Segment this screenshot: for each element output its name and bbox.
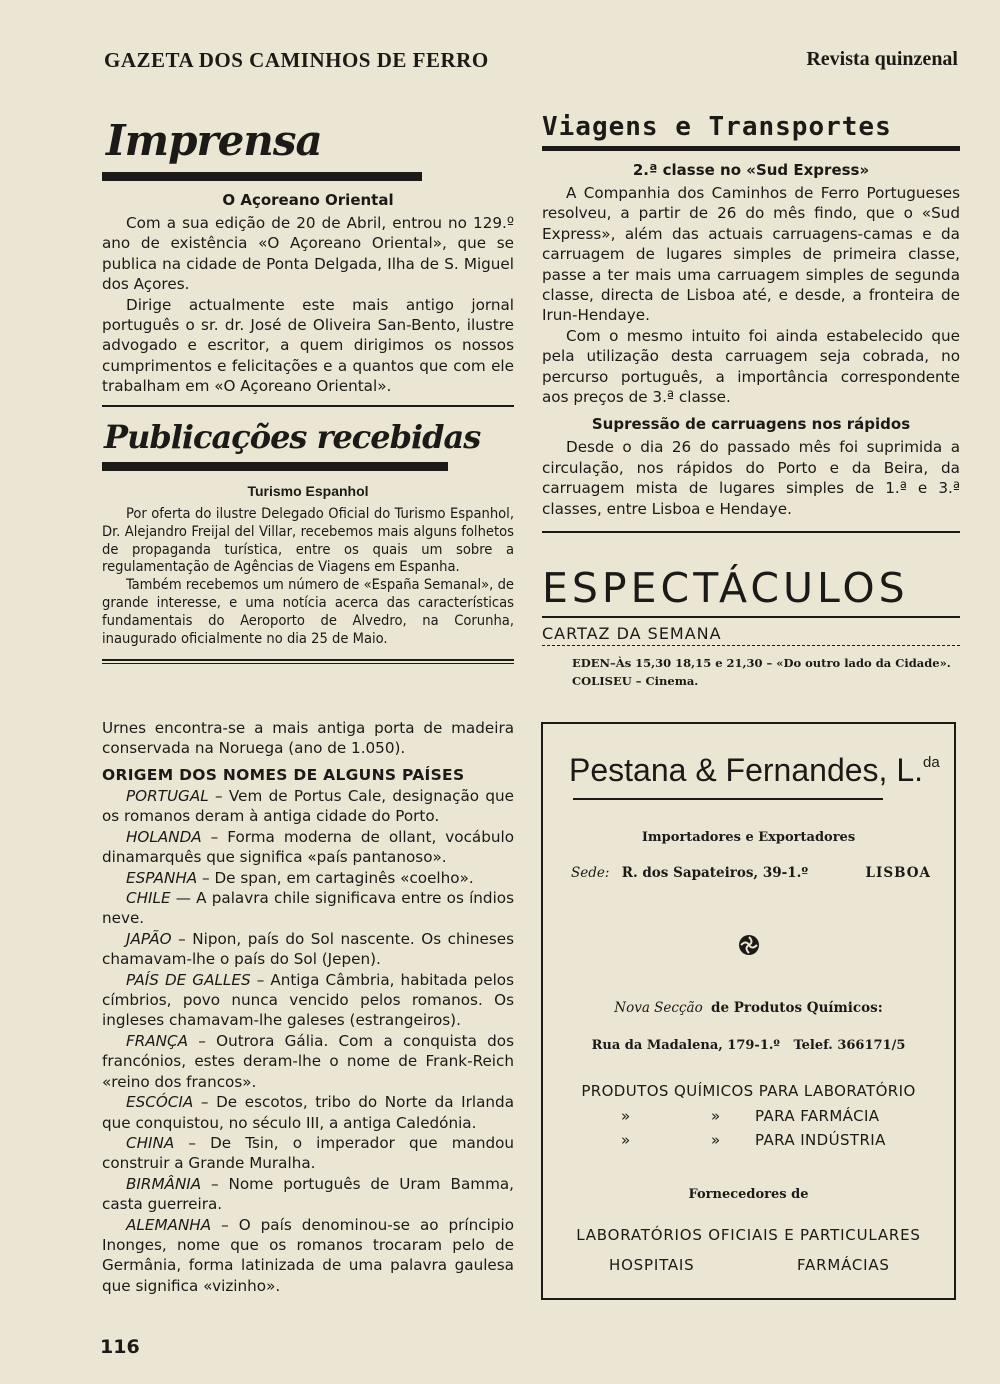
ad-sede-address: R. dos Sapateiros, 39-1.º xyxy=(621,865,809,881)
origem-entry xyxy=(102,1133,514,1174)
ad-product-3: PARA INDÚSTRIA xyxy=(755,1131,886,1149)
origem-country: CHINA xyxy=(126,1133,175,1152)
imprensa-title: Imprensa xyxy=(106,116,322,165)
origem-country: PORTUGAL xyxy=(126,787,209,805)
origem-entry xyxy=(102,868,514,888)
urnes-note xyxy=(102,718,514,759)
imprensa-subtitle: O Açoreano Oriental xyxy=(222,191,394,209)
running-header-subtitle: Revista quinzenal xyxy=(806,48,958,70)
origem-country: JAPÃO xyxy=(126,929,172,948)
espectaculos-title: ESPECTÁCULOS xyxy=(542,564,909,612)
origem-country: ESCÓCIA xyxy=(126,1093,194,1112)
origem-entry xyxy=(102,929,514,970)
origem-description: – Nipon, país do Sol nascente. Os chineses chamavam-lhe o país do Sol (Jepen). xyxy=(102,929,514,969)
cartaz-coliseu: COLISEU – Cinema. xyxy=(572,674,699,688)
viagens-section xyxy=(542,112,960,533)
ad-nova-label: Nova Secção xyxy=(614,1000,703,1016)
origem-country: ESPANHA xyxy=(126,868,198,887)
section-divider xyxy=(102,659,514,661)
section-divider xyxy=(542,531,960,533)
imprensa-title-underline xyxy=(102,172,422,181)
viagens-title: Viagens e Transportes xyxy=(542,112,892,142)
publicacoes-section xyxy=(102,418,514,664)
ad-nova-seccao xyxy=(543,1000,954,1016)
cartaz-eden: EDEN–Às 15,30 18,15 e 21,30 – «Do outro lado da Cidade». xyxy=(572,656,951,670)
origem-country: HOLANDA xyxy=(126,827,202,846)
origem-description: – Nome português de Uram Bamma, casta guerreira. xyxy=(102,1174,514,1214)
cartaz-divider xyxy=(542,645,960,646)
publicacoes-title: Publicações recebidas xyxy=(104,418,481,456)
viagens-body-2 xyxy=(542,437,960,519)
viagens-paragraph: Desde o dia 26 do passado mês foi suprimida a circulação, nos rápidos do Porto e da Beira, da carruagem mista de lugares simples de 1.ª e 3.ª classes, entre Lisboa e Hendaye. xyxy=(542,438,960,518)
ad-laboratorios: LABORATÓRIOS OFICIAIS E PARTICULARES xyxy=(576,1226,921,1244)
origem-section xyxy=(102,766,514,1296)
page-number: 116 xyxy=(100,1336,140,1358)
origem-description: – Antiga Câmbria, habitada pelos címbrios, povo nunca vencido pelos romanos. Os ingleses chamavam-lhe galeses (estrangeiros). xyxy=(102,970,514,1030)
ad-tagline: Importadores e Exportadores xyxy=(641,830,856,845)
origem-country: PAÍS DE GALLES xyxy=(126,970,251,989)
publicacoes-title-underline xyxy=(102,462,448,471)
origem-country: FRANÇA xyxy=(126,1031,189,1050)
ad-ditto: » xyxy=(711,1131,721,1149)
ad-farmacias: FARMÁCIAS xyxy=(797,1256,890,1274)
origem-description: – Vem de Portus Cale, designação que os romanos deram à antiga cidade do Porto. xyxy=(102,787,514,826)
origem-description: – De span, em cartaginês «coelho». xyxy=(197,868,474,887)
ad-company-suffix: da xyxy=(923,754,940,771)
ad-sede-city: LISBOA xyxy=(865,865,931,881)
origem-entry xyxy=(102,1092,514,1133)
running-header-title: GAZETA DOS CAMINHOS DE FERRO xyxy=(104,48,489,72)
viagens-title-underline xyxy=(542,146,960,151)
origem-entry xyxy=(102,1215,514,1297)
section-divider xyxy=(102,663,514,664)
origem-description: – Forma moderna de ollant, vocábulo dinamarquês que significa «país pantanoso». xyxy=(102,827,514,867)
urnes-text: Urnes encontra-se a mais antiga porta de madeira conservada na Noruega (ano de 1.050). xyxy=(102,719,514,758)
section-divider xyxy=(102,405,514,407)
origem-description: – De escotos, tribo do Norte da Irlanda que conquistou, no século III, a antiga Caledónia. xyxy=(102,1093,514,1132)
viagens-body-1 xyxy=(542,183,960,407)
origem-country: ALEMANHA xyxy=(126,1215,212,1234)
ad-ditto: » xyxy=(621,1107,631,1125)
espectaculos-section xyxy=(542,564,960,690)
publicacoes-paragraph: Também recebemos um número de «España Semanal», de grande interesse, e uma notícia acerca das características fundamentais do Aeroporto de Alvedro, na Corunha, inaugurado oficialmente no dia 25 de Maio. xyxy=(102,576,514,647)
origem-country: CHILE xyxy=(126,889,171,908)
origem-entry xyxy=(102,1031,514,1092)
viagens-paragraph: A Companhia dos Caminhos de Ferro Portugueses resolveu, a partir de 26 do mês findo, que o «Sud Express», além das actuais carruagens-camas e da carruagem de lugares simples de primeira classe, passe a ter mais uma carruagem simples de segunda classe, directa de Lisboa até, e desde, a fronteira de Irun-Hendaye. xyxy=(542,184,960,325)
cartaz-listing xyxy=(572,654,960,690)
origem-description: – De Tsin, o imperador que mandou construir a Grande Muralha. xyxy=(102,1133,514,1173)
origem-description: — A palavra chile significava entre os índios neve. xyxy=(102,889,514,928)
imprensa-body xyxy=(102,213,514,397)
advertisement-box xyxy=(541,722,956,1300)
origem-description: – O país denominou-se ao príncipio Inonges, nome que os romanos trocaram pelo de Germânia, forma latinizada de uma palavra gaulesa que significa «vizinho». xyxy=(102,1215,514,1295)
imprensa-paragraph: Com a sua edição de 20 de Abril, entrou no 129.º ano de existência «O Açoreano Oriental», que se publica na cidade de Ponta Delgada, Ilha de S. Miguel dos Açores. xyxy=(102,214,514,294)
origem-country: BIRMÂNIA xyxy=(126,1174,202,1193)
ad-nova-text: de Produtos Químicos: xyxy=(711,1000,883,1016)
publicacoes-paragraph: Por oferta do ilustre Delegado Oficial do Turismo Espanhol, Dr. Alejandro Freijal del Villar, recebemos mais alguns folhetos de propaganda turística, entre os quais um sobre a regulamentação de Agências de Viagens em Espanha. xyxy=(102,505,514,576)
origem-entry xyxy=(102,786,514,827)
origem-entry xyxy=(102,1174,514,1215)
origem-entry xyxy=(102,827,514,868)
origem-title: ORIGEM DOS NOMES DE ALGUNS PAÍSES xyxy=(102,766,465,784)
cartaz-heading: CARTAZ DA SEMANA xyxy=(542,624,722,643)
origem-list xyxy=(102,786,514,1296)
ad-ornament-icon xyxy=(738,934,760,960)
origem-entry xyxy=(102,970,514,1031)
ad-madalena-address: Rua da Madalena, 179-1.º Telef. 366171/5 xyxy=(591,1038,906,1053)
ad-fornecedores: Fornecedores de xyxy=(688,1187,809,1202)
espectaculos-underline xyxy=(542,616,960,618)
ad-product-1: PRODUTOS QUÍMICOS PARA LABORATÓRIO xyxy=(581,1082,916,1100)
ad-hospitais: HOSPITAIS xyxy=(609,1256,695,1274)
imprensa-paragraph: Dirige actualmente este mais antigo jornal português o sr. dr. José de Oliveira San-Bento, ilustre advogado e escritor, a quem dirigimos os nossos cumprimentos e felicitações e a quantos que com ele trabalham em «O Açoreano Oriental». xyxy=(102,295,514,396)
viagens-subtitle-supressao: Supressão de carruagens nos rápidos xyxy=(591,415,911,434)
origem-entry xyxy=(102,888,514,929)
publicacoes-subtitle: Turismo Espanhol xyxy=(247,483,369,499)
viagens-paragraph: Com o mesmo intuito foi ainda estabelecido que pela utilização desta carruagem seja cobrada, no percurso português, a importância correspondente aos preços de 3.ª classe. xyxy=(542,326,960,407)
ad-company-name: Pestana & Fernandes, L.$^{da}$ xyxy=(569,752,940,788)
imprensa-section xyxy=(102,116,514,407)
ad-ditto: » xyxy=(711,1107,721,1125)
ad-sede-line xyxy=(571,865,931,881)
viagens-subtitle-sud-express: 2.ª classe no «Sud Express» xyxy=(632,161,870,179)
ad-name-underline xyxy=(573,798,883,800)
origem-description: – Outrora Gália. Com a conquista dos francónios, estes deram-lhe o nome de Frank-Reich «reino dos francos». xyxy=(102,1031,514,1091)
ad-ditto: » xyxy=(621,1131,631,1149)
ad-product-2: PARA FARMÁCIA xyxy=(755,1107,880,1125)
publicacoes-body xyxy=(102,505,514,647)
ad-sede-label: Sede: xyxy=(571,865,610,881)
